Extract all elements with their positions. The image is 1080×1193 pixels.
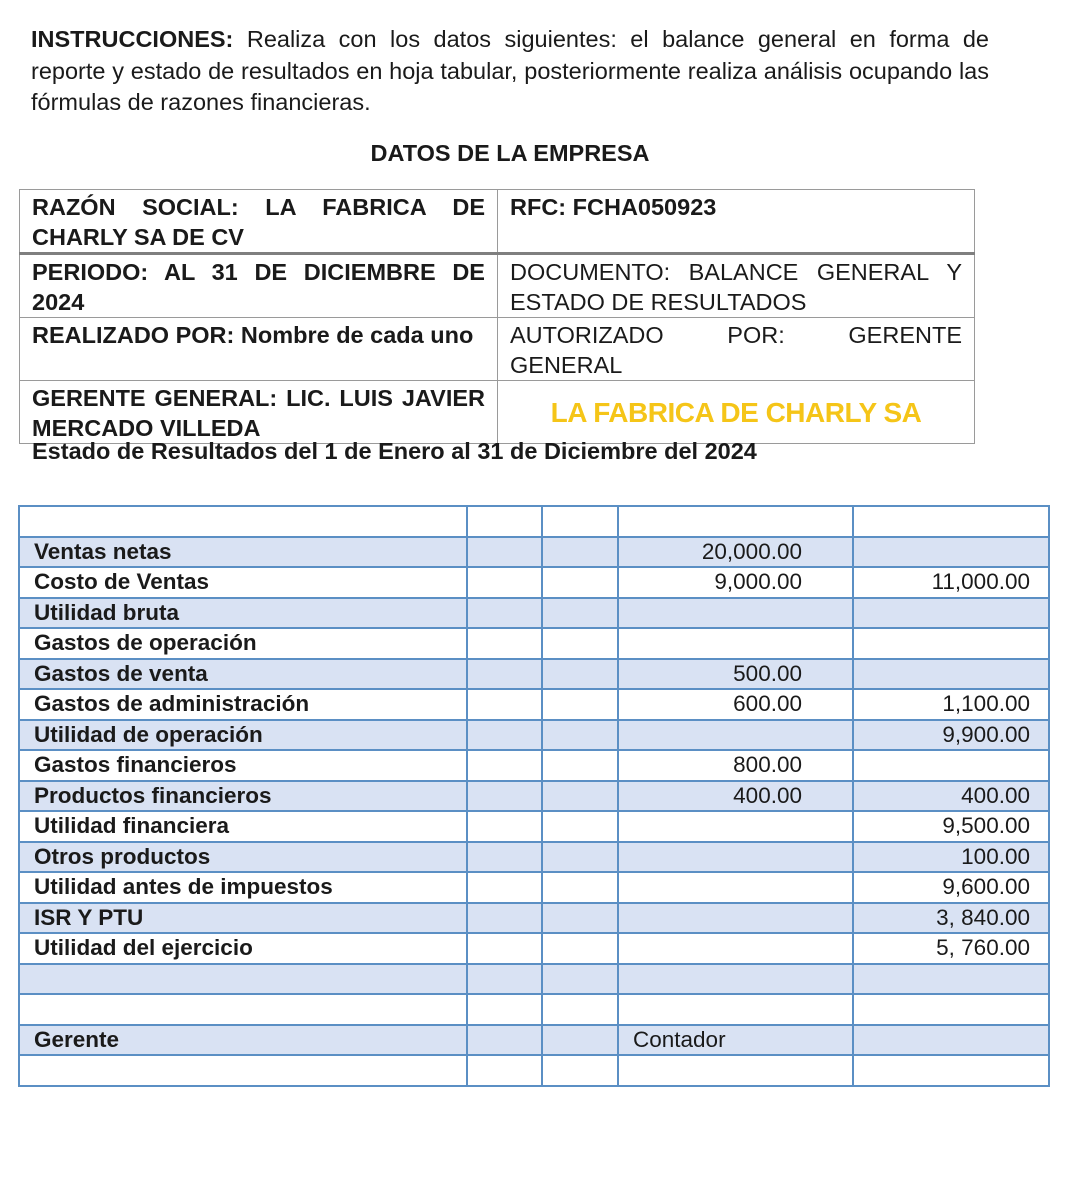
instructions-label: INSTRUCCIONES: <box>31 26 234 52</box>
row-label: Otros productos <box>19 842 467 873</box>
table-row <box>19 598 1049 629</box>
empty-cell <box>542 598 618 629</box>
partial-amount-cell <box>618 506 853 537</box>
empty-cell <box>467 598 542 629</box>
total-amount-cell <box>853 1055 1049 1086</box>
empty-cell <box>467 659 542 690</box>
row-label: Gastos de administración <box>19 689 467 720</box>
instructions-text: Realiza con los datos siguientes: el balance general en forma de reporte y estado de resultados en hoja tabular, posteriormente realiza análisis ocupando las fórmulas de razones financieras. <box>31 26 989 115</box>
empty-cell <box>542 1055 618 1086</box>
partial-amount-cell: 9,000.00 <box>618 567 853 598</box>
empty-cell <box>542 903 618 934</box>
empty-cell <box>542 994 618 1025</box>
empty-cell <box>467 994 542 1025</box>
empty-cell <box>542 933 618 964</box>
empty-cell <box>542 872 618 903</box>
partial-amount-cell: 400.00 <box>618 781 853 812</box>
partial-amount-cell: 500.00 <box>618 659 853 690</box>
total-amount-cell <box>853 659 1049 690</box>
company-data-table <box>19 189 975 444</box>
total-amount-cell: 5, 760.00 <box>853 933 1049 964</box>
brand-name: LA FABRICA DE CHARLY SA <box>498 381 975 444</box>
table-row <box>19 506 1049 537</box>
total-amount-cell <box>853 537 1049 568</box>
statement-title: Estado de Resultados del 1 de Enero al 31 de Diciembre del 2024 <box>32 438 757 464</box>
total-amount-cell <box>853 994 1049 1025</box>
partial-amount-cell <box>618 872 853 903</box>
table-row <box>19 1025 1049 1056</box>
empty-cell <box>542 567 618 598</box>
row-label: Productos financieros <box>19 781 467 812</box>
table-row <box>19 811 1049 842</box>
empty-cell <box>542 842 618 873</box>
empty-cell <box>542 811 618 842</box>
row-label: Costo de Ventas <box>19 567 467 598</box>
partial-amount-cell: 800.00 <box>618 750 853 781</box>
partial-amount-cell <box>618 628 853 659</box>
total-amount-cell: 400.00 <box>853 781 1049 812</box>
empty-cell <box>467 842 542 873</box>
row-label <box>19 994 467 1025</box>
empty-cell <box>467 872 542 903</box>
empty-cell <box>467 781 542 812</box>
row-label <box>19 964 467 995</box>
partial-amount-cell: Contador <box>618 1025 853 1056</box>
income-statement-table <box>18 505 1050 1087</box>
partial-amount-cell <box>618 903 853 934</box>
empty-cell <box>467 537 542 568</box>
row-label <box>19 506 467 537</box>
empty-cell <box>467 903 542 934</box>
table-row <box>19 842 1049 873</box>
empty-cell <box>542 689 618 720</box>
empty-cell <box>542 628 618 659</box>
total-amount-cell: 100.00 <box>853 842 1049 873</box>
empty-cell <box>467 964 542 995</box>
partial-amount-cell <box>618 598 853 629</box>
total-amount-cell <box>853 750 1049 781</box>
table-row <box>19 994 1049 1025</box>
total-amount-cell <box>853 598 1049 629</box>
partial-amount-cell <box>618 1055 853 1086</box>
total-amount-cell: 9,900.00 <box>853 720 1049 751</box>
table-row <box>19 964 1049 995</box>
total-amount-cell: 3, 840.00 <box>853 903 1049 934</box>
table-row <box>19 720 1049 751</box>
instructions-paragraph <box>31 24 989 119</box>
gerente-general-cell: GERENTE GENERAL: LIC. LUIS JAVIER MERCADO VILLEDA <box>20 381 498 444</box>
empty-cell <box>467 506 542 537</box>
row-label: Utilidad financiera <box>19 811 467 842</box>
rfc-cell <box>498 190 975 254</box>
partial-amount-cell <box>618 994 853 1025</box>
table-row <box>19 1055 1049 1086</box>
table-row <box>19 659 1049 690</box>
table-row <box>19 537 1049 568</box>
partial-amount-cell: 600.00 <box>618 689 853 720</box>
total-amount-cell: 9,500.00 <box>853 811 1049 842</box>
income-statement-body <box>19 506 1049 1086</box>
table-row <box>19 781 1049 812</box>
empty-cell <box>467 1025 542 1056</box>
empty-cell <box>467 1055 542 1086</box>
section-title: DATOS DE LA EMPRESA <box>370 140 650 166</box>
empty-cell <box>542 720 618 751</box>
empty-cell <box>542 537 618 568</box>
row-label: Gerente <box>19 1025 467 1056</box>
row-label: Utilidad bruta <box>19 598 467 629</box>
total-amount-cell: 1,100.00 <box>853 689 1049 720</box>
realizado-por-cell: REALIZADO POR: Nombre de cada uno <box>20 318 498 381</box>
row-label: Utilidad del ejercicio <box>19 933 467 964</box>
row-label: Gastos de venta <box>19 659 467 690</box>
empty-cell <box>467 750 542 781</box>
partial-amount-cell: 20,000.00 <box>618 537 853 568</box>
total-amount-cell <box>853 628 1049 659</box>
empty-cell <box>542 1025 618 1056</box>
table-row <box>19 567 1049 598</box>
table-row <box>19 903 1049 934</box>
total-amount-cell <box>853 964 1049 995</box>
row-label: Gastos financieros <box>19 750 467 781</box>
partial-amount-cell <box>618 964 853 995</box>
table-row <box>19 750 1049 781</box>
row-label: Gastos de operación <box>19 628 467 659</box>
periodo-cell: PERIODO: AL 31 DE DICIEMBRE DE 2024 <box>20 254 498 318</box>
table-row <box>19 689 1049 720</box>
empty-cell <box>542 659 618 690</box>
rfc-text: RFC: FCHA050923 <box>510 194 717 220</box>
empty-cell <box>467 567 542 598</box>
row-label: Utilidad de operación <box>19 720 467 751</box>
row-label: Utilidad antes de impuestos <box>19 872 467 903</box>
empty-cell <box>542 964 618 995</box>
empty-cell <box>467 689 542 720</box>
razon-social-cell: RAZÓN SOCIAL: LA FABRICA DE CHARLY SA DE CV <box>20 190 498 254</box>
row-label <box>19 1055 467 1086</box>
empty-cell <box>542 750 618 781</box>
partial-amount-cell <box>618 720 853 751</box>
total-amount-cell <box>853 1025 1049 1056</box>
total-amount-cell: 9,600.00 <box>853 872 1049 903</box>
table-row <box>19 628 1049 659</box>
empty-cell <box>542 781 618 812</box>
partial-amount-cell <box>618 933 853 964</box>
empty-cell <box>467 720 542 751</box>
autorizado-por-cell: AUTORIZADO POR: GERENTE GENERAL <box>498 318 975 381</box>
empty-cell <box>467 628 542 659</box>
total-amount-cell <box>853 506 1049 537</box>
row-label: Ventas netas <box>19 537 467 568</box>
empty-cell <box>467 811 542 842</box>
empty-cell <box>467 933 542 964</box>
table-row <box>19 872 1049 903</box>
total-amount-cell: 11,000.00 <box>853 567 1049 598</box>
partial-amount-cell <box>618 811 853 842</box>
empty-cell <box>542 506 618 537</box>
partial-amount-cell <box>618 842 853 873</box>
table-row <box>19 933 1049 964</box>
row-label: ISR Y PTU <box>19 903 467 934</box>
documento-cell: DOCUMENTO: BALANCE GENERAL Y ESTADO DE RESULTADOS <box>498 254 975 318</box>
